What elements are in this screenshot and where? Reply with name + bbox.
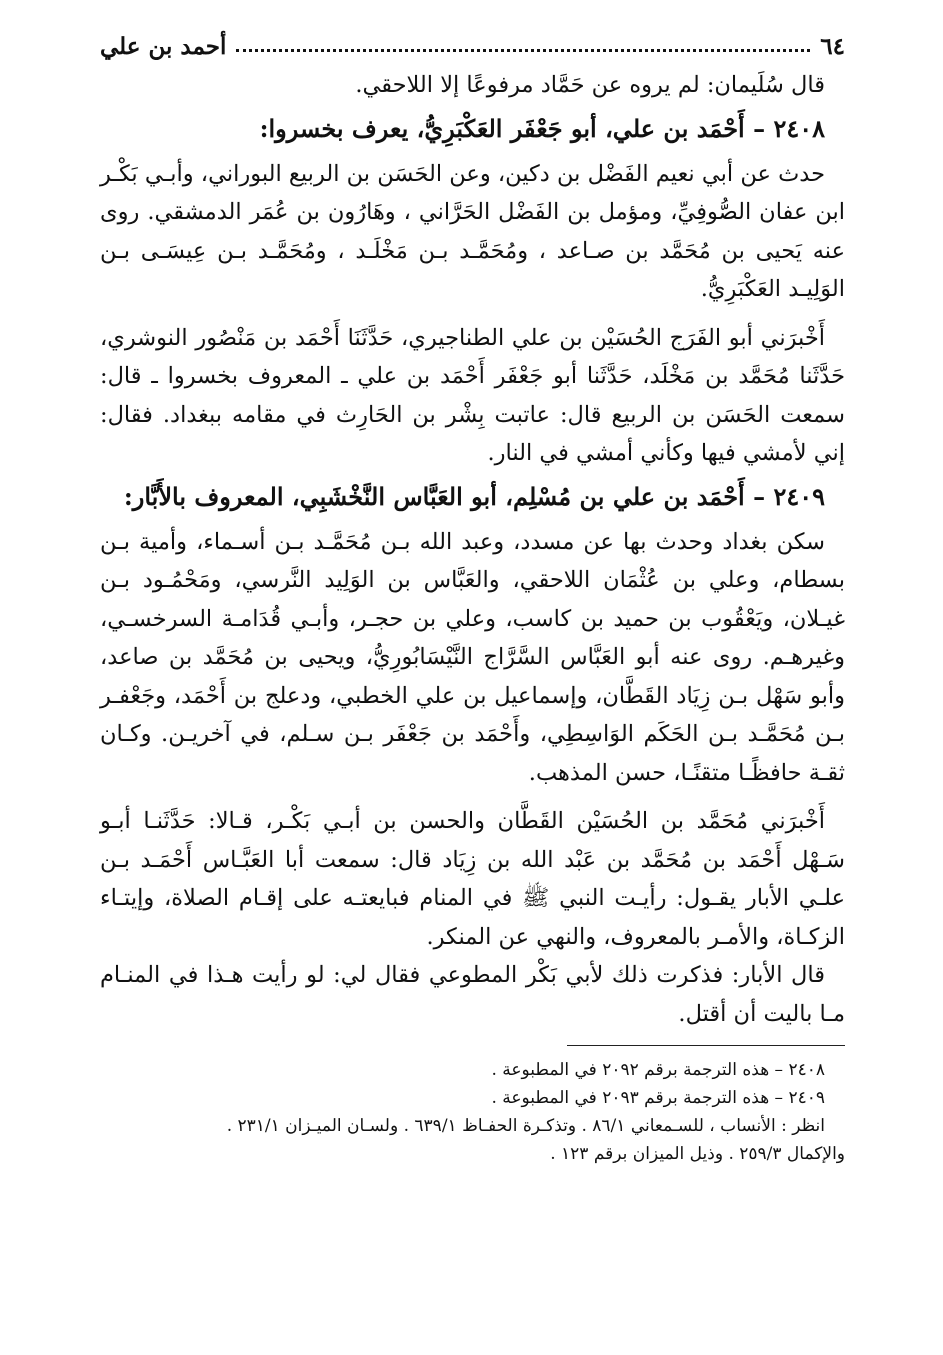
- entry-2409-biography: سكن بغداد وحدث بها عن مسدد، وعبد الله بـن مُحَمَّـد بـن أسـماء، وأمية بـن بسطام، وعلي بن عُثْمَان اللاحقي، والعَبَّاس بن الوَلِيد النَّرسي، ومَحْمُـود بـن غيـلان، ويَعْقُوب بن حميد بن كاسب، وعلي بن حجـر، وأبـي قُدَامـة السرخسـي، وغيرهـم. روى عنه أبو العَبَّاس السَّرَّاج النَّيْسَابُورِيُّ، ويحيى بن مُحَمَّد بن صاعد، وأبو سَهْل بـن زِيَاد القَطَّان، وإسماعيل بن علي الخطبي، ودعلج بن أَحْمَد، وجَعْفـر بـن مُحَمَّـد بـن الحَكَم الوَاسِطِي، وأَحْمَد بن جَعْفَر بـن سـلم، في آخريـن. وكـان ثقـة حافظًـا متقنًـا، حسن المذهب.: [100, 528, 845, 786]
- book-page: [100, 26, 845, 1168]
- footnote-references-continued: والإكمال ٢٥٩/٣ . وذيل الميزان برقم ١٢٣ .: [550, 1144, 845, 1164]
- entry-2408-isnad: أَخْبرَني أبو الفَرَج الحُسَيْن بن علي الطناجيري، حَدَّثَنَا أَحْمَد بن مَنْصُور النوشري، حَدَّثَنا مُحَمَّد بن مَخْلَد، حَدَّثَنا أبو جَعْفَر أَحْمَد بن علي ـ المعروف بخسروا ـ قال: سمعت الحَسَن بن الربيع قال: عاتبت بِشْر بن الحَارِث في مقامه ببغداد. فقال: إني لأمشي فيها وكأني أمشي في النار.: [100, 324, 845, 466]
- footnote-references: انظر : الأنساب ، للسـمعاني ٨٦/١ . وتذكـرة الحفـاظ ٦٣٩/١ . ولسـان الميـزان ٢٣١/١ .: [226, 1116, 825, 1136]
- paragraph-gap: [100, 792, 845, 802]
- entry-2409-coda: قال الأبار: فذكرت ذلك لأبي بَكْر المطوعي فقال لي: لو رأيت هـذا في المنـام مـا باليت أن أقتل.: [100, 962, 845, 1027]
- entry-2409-heading: ٢٤٠٩ – أَحْمَد بن علي بن مُسْلِم، أبو العَبَّاس النَّخْشَبِي، المعروف بالأَبَّار:: [123, 481, 825, 511]
- running-header: [100, 26, 845, 66]
- page-number: ٦٤: [820, 32, 845, 60]
- footnote-2409: ٢٤٠٩ – هذه الترجمة برقم ٢٠٩٣ في المطبوعة .: [491, 1088, 825, 1108]
- entry-2408-biography: حدث عن أبي نعيم الفَضْل بن دكين، وعن الحَسَن بن الربيع البوراني، وأبـي بَكْـر ابن عفان الصُّوفِيِّ، ومؤمل بن الفَضْل الحَرَّاني ، وهَارُون بن عُمَر الدمشقي. روى عنه يَحيى بن مُحَمَّد بن صـاعد ، ومُحَمَّـد بـن مَخْلَـد ، ومُحَمَّـد بـن عِيسَـى بـن الوَلِيـد العَكْبَرِيُّ.: [100, 160, 845, 302]
- previous-entry-tail: قال سُلَيمان: لم يروه عن حَمَّاد مرفوعًا إلا اللاحقي.: [355, 72, 825, 98]
- footnote-separator: [567, 1045, 845, 1046]
- header-dot-leader: [236, 49, 810, 52]
- entry-2408-heading: ٢٤٠٨ – أَحْمَد بن علي، أبو جَعْفَر العَكْبَرِيُّ، يعرف بخسروا:: [259, 113, 825, 143]
- running-title: أحمد بن علي: [100, 32, 227, 60]
- paragraph-gap: [100, 309, 845, 319]
- entry-2409-isnad: أَخْبرَني مُحَمَّد بن الحُسَيْن القَطَّان والحسن بن أبـي بَكْـر، قـالا: حَدَّثَنـا أبـو سَـهْل أَحْمَد بن مُحَمَّد بن عَبْد الله بن زِيَاد قال: سمعت أبا العَبَّـاس أَحْمَـد بـن علـي الأبار يقـول: رأيـت النبي ﷺ في المنام فبايعتـه على إقـام الصلاة، وإيتـاء الزكـاة، والأمـر بالمعروف، والنهي عن المنكر.: [100, 808, 845, 950]
- footnote-2408: ٢٤٠٨ – هذه الترجمة برقم ٢٠٩٢ في المطبوعة .: [491, 1060, 825, 1080]
